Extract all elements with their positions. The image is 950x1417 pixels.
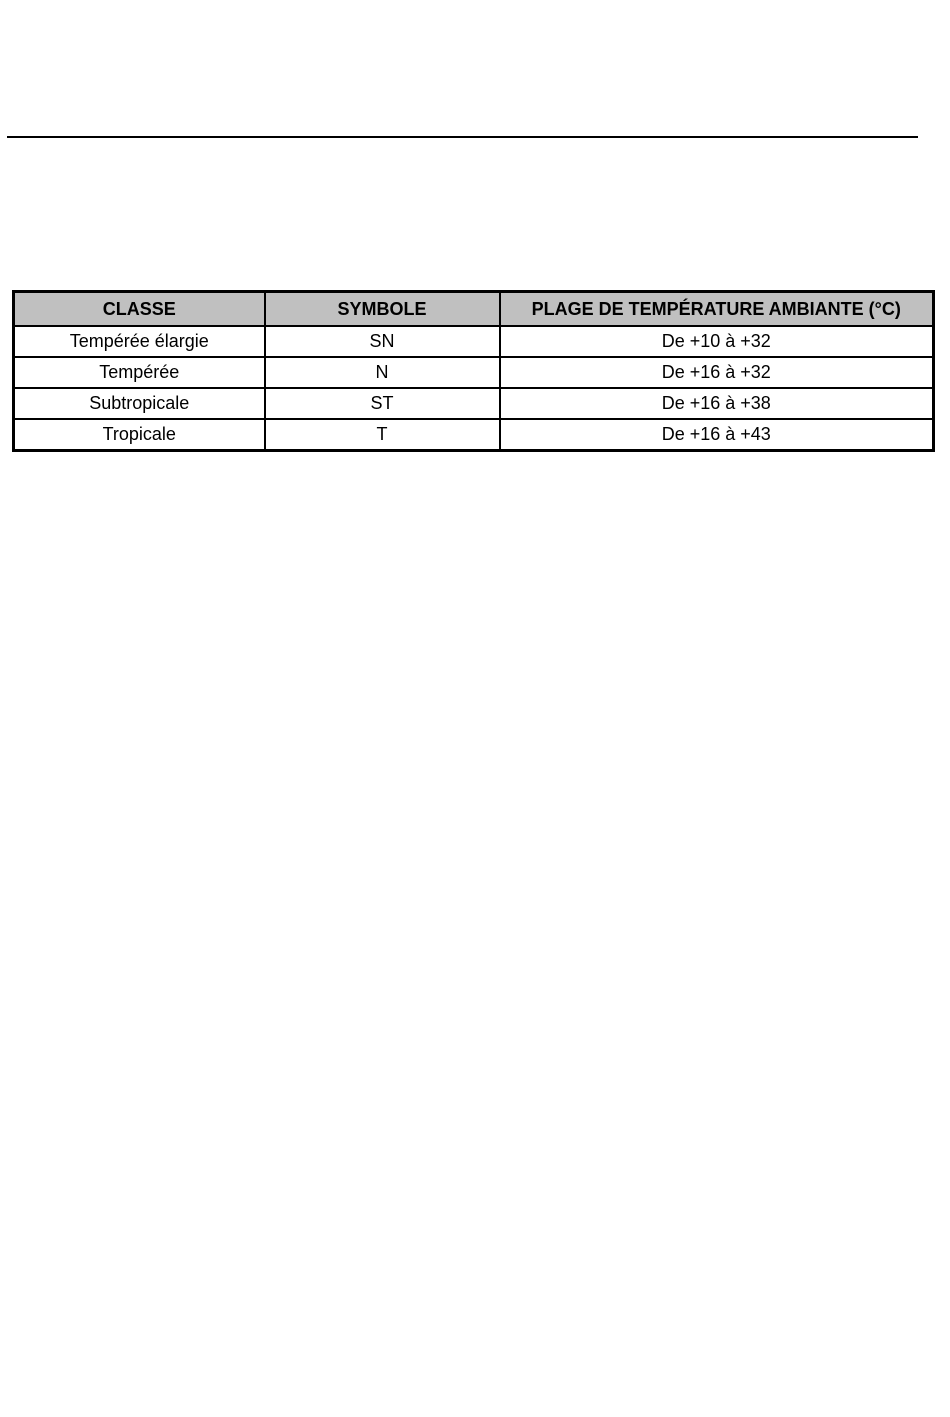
cell-symbole: N [265, 357, 500, 388]
climate-class-table [12, 290, 935, 452]
cell-plage: De +10 à +32 [500, 326, 934, 357]
cell-plage: De +16 à +32 [500, 357, 934, 388]
cell-symbole: ST [265, 388, 500, 419]
table-header-row [14, 292, 934, 327]
cell-classe: Subtropicale [14, 388, 265, 419]
cell-plage: De +16 à +38 [500, 388, 934, 419]
cell-symbole: T [265, 419, 500, 451]
table-row [14, 357, 934, 388]
header-plage-temperature: PLAGE DE TEMPÉRATURE AMBIANTE (°C) [500, 292, 934, 327]
header-symbole: SYMBOLE [265, 292, 500, 327]
cell-classe: Tempérée élargie [14, 326, 265, 357]
cell-classe: Tropicale [14, 419, 265, 451]
cell-symbole: SN [265, 326, 500, 357]
top-horizontal-rule [7, 136, 918, 138]
cell-plage: De +16 à +43 [500, 419, 934, 451]
cell-classe: Tempérée [14, 357, 265, 388]
table-row [14, 388, 934, 419]
header-classe: CLASSE [14, 292, 265, 327]
table-row [14, 326, 934, 357]
table-row [14, 419, 934, 451]
